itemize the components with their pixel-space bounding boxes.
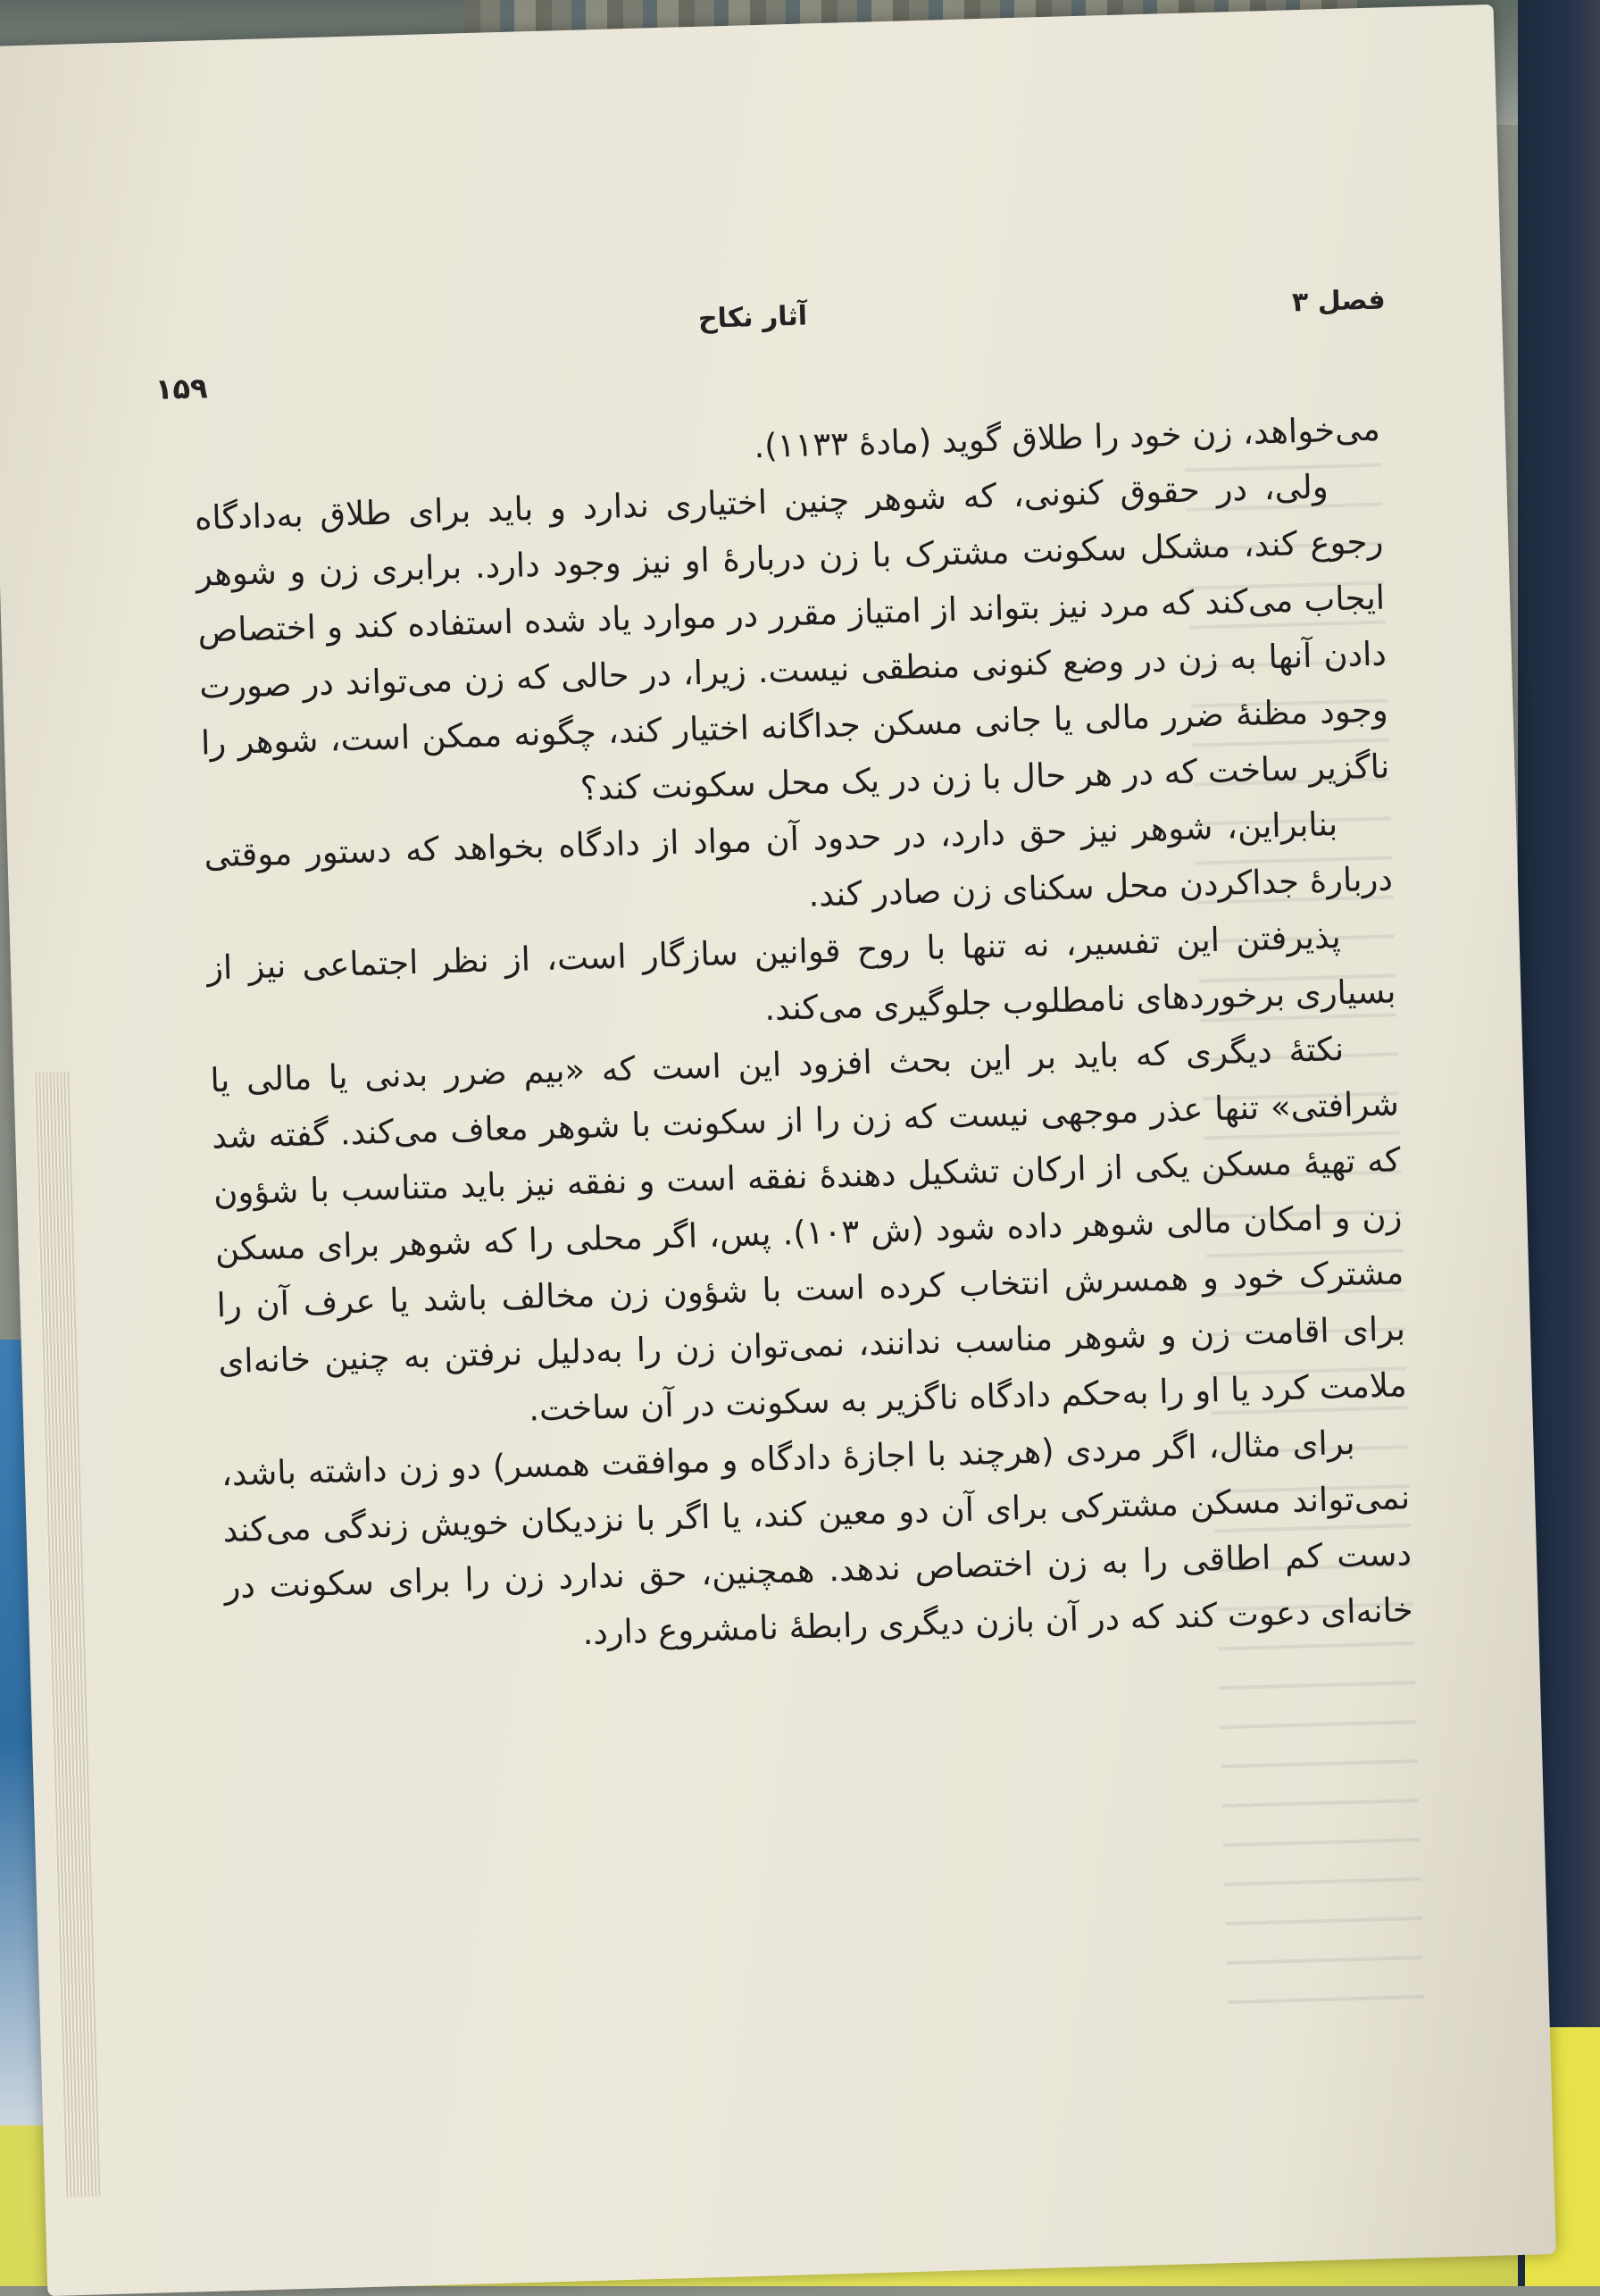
paragraph: می‌خواهد، زن خود را طلاق گوید (مادهٔ ۱۱۳۳). — [753, 409, 1381, 466]
page-number: ۱۵۹ — [154, 371, 209, 406]
page-header — [144, 266, 1404, 406]
page-edges — [33, 1072, 100, 2198]
paragraph: بنابراین، شوهر نیز حق دارد، در حدود آن مواد از دادگاه بخواهد که دستور موقتی دربارهٔ جداکردن محل سکنای زن صادر کند. — [203, 805, 1394, 914]
paragraph: پذیرفتن این تفسیر، نه تنها با روح قوانین سازگار است، از نظر اجتماعی نیز از بسیاری برخوردهای نامطلوب جلوگیری می‌کند. — [206, 917, 1396, 1029]
paragraph: برای مثال، اگر مردی (هرچند با اجازهٔ دادگاه و موافقت همسر) دو زن داشته باشد، نمی‌تواند مسکن مشترکی برای آن دو معین کند، یا اگر با نزدیکان خویش زندگی می‌کند دست کم اطاقی را به زن اختصاص ندهد. همچنین، حق ندارد زن را برای سکونت در خانه‌ای دعوت کند که در آن بازن دیگری رابطهٔ نامشروع دارد. — [221, 1423, 1414, 1653]
body-text — [192, 401, 1413, 1672]
paragraph: ولی، در حقوق کنونی، که شوهر چنین اختیاری ندارد و باید برای طلاق به‌دادگاه رجوع کند، مشکل سکونت مشترک با زن دربارهٔ او نیز وجود دارد. برابری زن و شوهر ایجاب می‌کند که مرد نیز بتواند از امتیاز مقرر در موارد یاد شده استفاده کند و اختصاص دادن آنها به زن در وضع کنونی منطقی نیست. زیرا، در حالی که زن می‌تواند در صورت وجود مظنهٔ ضرر مالی یا جانی مسکن جداگانه اختیار کند، چگونه ممکن است، شوهر را ناگزیر ساخت که در هر حال با زن در یک محل سکونت کند؟ — [194, 467, 1390, 808]
running-title: آثار نکاح — [697, 300, 808, 335]
paragraph: نکتهٔ دیگری که باید بر این بحث افزود این است که «بیم ضرر بدنی یا مالی یا شرافتی» تنها عذر موجهی نیست که زن را از سکونت با شوهر معاف می‌کند. گفته شد که تهیهٔ مسکن یکی از ارکان تشکیل دهندهٔ نفقه است و نفقه نیز باید متناسب با شؤون زن و امکان مالی شوهر داده شود (ش ۱۰۳). پس، اگر محلی را که شوهر برای مسکن مشترک خود و همسرش انتخاب کرده است با شؤون زن مخالف باشد یا عرف آن را برای اقامت زن و شوهر مناسب ندانند، نمی‌توان زن را به‌دلیل نرفتن به چنین خانه‌ای ملامت کرد یا او را به‌حکم دادگاه ناگزیر به سکونت در آن ساخت. — [209, 1030, 1408, 1429]
chapter-label: فصل ۳ — [1291, 284, 1387, 319]
book-page — [0, 4, 1556, 2296]
